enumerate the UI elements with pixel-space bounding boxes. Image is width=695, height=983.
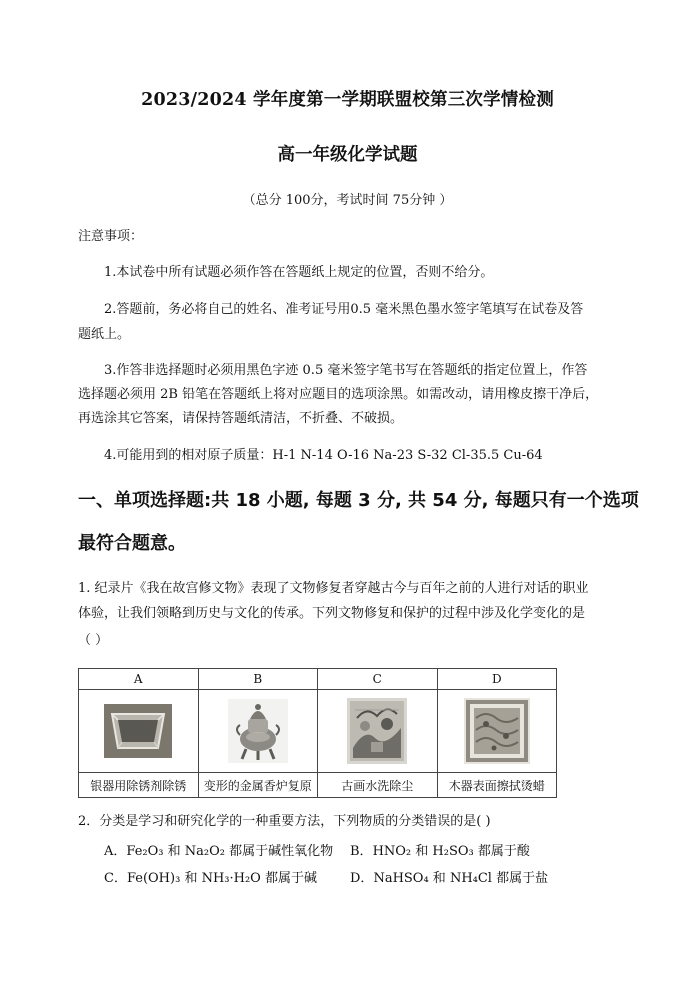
silver-vessel-image: [104, 704, 172, 758]
option-b-header: B: [198, 669, 318, 690]
section-heading-line1: 一、单项选择题:共 18 小题, 每题 3 分, 共 54 分, 每题只有一个选项: [78, 490, 639, 511]
q1-answer-blank: （ ）: [78, 633, 109, 648]
q1-options-table: [78, 668, 557, 798]
q2-option-a-label: A．: [104, 844, 127, 859]
ancient-painting-image: [347, 698, 407, 764]
option-a-caption: 银器用除锈剂除锈: [79, 773, 199, 798]
notice-item-3-line2: 选择题必须用 2B 铅笔在答题纸上将对应题目的选项涂黑。如需改动，请用橡皮擦干净后，: [78, 387, 599, 402]
option-c-header: C: [318, 669, 438, 690]
q1-stem-line1: 1. 纪录片《我在故宫修文物》表现了文物修复者穿越古今与百年之前的人进行对话的职业: [78, 581, 589, 596]
q2-stem: 2．分类是学习和研究化学的一种重要方法，下列物质的分类错误的是( ): [78, 814, 491, 829]
notice-item-1: 1.本试卷中所有试题必须作答在答题纸上规定的位置，否则不给分。: [104, 265, 494, 280]
notice-item-3-line1: 3.作答非选择题时必须用黑色字迹 0.5 毫米签字笔书写在答题纸的指定位置上，作答: [104, 363, 588, 378]
option-c-caption: 古画水洗除尘: [318, 773, 438, 798]
q2-option-a-text: Fe₂O₃ 和 Na₂O₂ 都属于碱性氧化物: [126, 844, 334, 859]
option-d-header: D: [437, 669, 557, 690]
notice-item-2-line2: 题纸上。: [78, 327, 131, 342]
option-b-caption: 变形的金属香炉复原: [198, 773, 318, 798]
atomic-masses: 4.可能用到的相对原子质量：H-1 N-14 O-16 Na-23 S-32 Cl-35.5 Cu-64: [104, 448, 543, 463]
wooden-panel-image: [464, 698, 530, 764]
q2-option-c-text: Fe(OH)₃ 和 NH₃·H₂O 都属于碱: [126, 871, 317, 886]
q2-option-b-text: HNO₂ 和 H₂SO₃ 都属于酸: [372, 844, 530, 859]
section-heading-line2: 最符合题意。: [78, 533, 186, 554]
q1-stem-line2: 体验，让我们领略到历史与文化的传承。下列文物修复和保护的过程中涉及化学变化的是: [78, 606, 586, 621]
q2-option-d: [350, 867, 548, 886]
exam-subject-title: 高一年级化学试题: [277, 145, 418, 165]
q2-option-b-label: B．: [350, 844, 373, 859]
q2-option-d-label: D．: [350, 871, 374, 886]
notice-item-2-line1: 2.答题前，务必将自己的姓名、准考证号用0.5 毫米黑色墨水签字笔填写在试卷及答: [104, 302, 584, 317]
q2-option-c: [104, 867, 317, 886]
q2-option-a: [104, 840, 333, 859]
notice-item-3-line3: 再选涂其它答案，请保持答题纸清洁，不折叠、不破损。: [78, 411, 404, 426]
option-d-caption: 木器表面擦拭烫蜡: [437, 773, 557, 798]
q2-option-d-text: NaHSO₄ 和 NH₄Cl 都属于盐: [373, 871, 549, 886]
exam-info: （总分 100分，考试时间 75分钟 ）: [242, 193, 453, 208]
q2-option-c-label: C．: [104, 871, 127, 886]
exam-title: 2023/2024 学年度第一学期联盟校第三次学情检测: [141, 90, 554, 110]
option-a-header: A: [79, 669, 199, 690]
notice-heading: 注意事项：: [78, 229, 144, 244]
incense-burner-image: [228, 699, 288, 763]
q2-option-b: [350, 840, 530, 859]
